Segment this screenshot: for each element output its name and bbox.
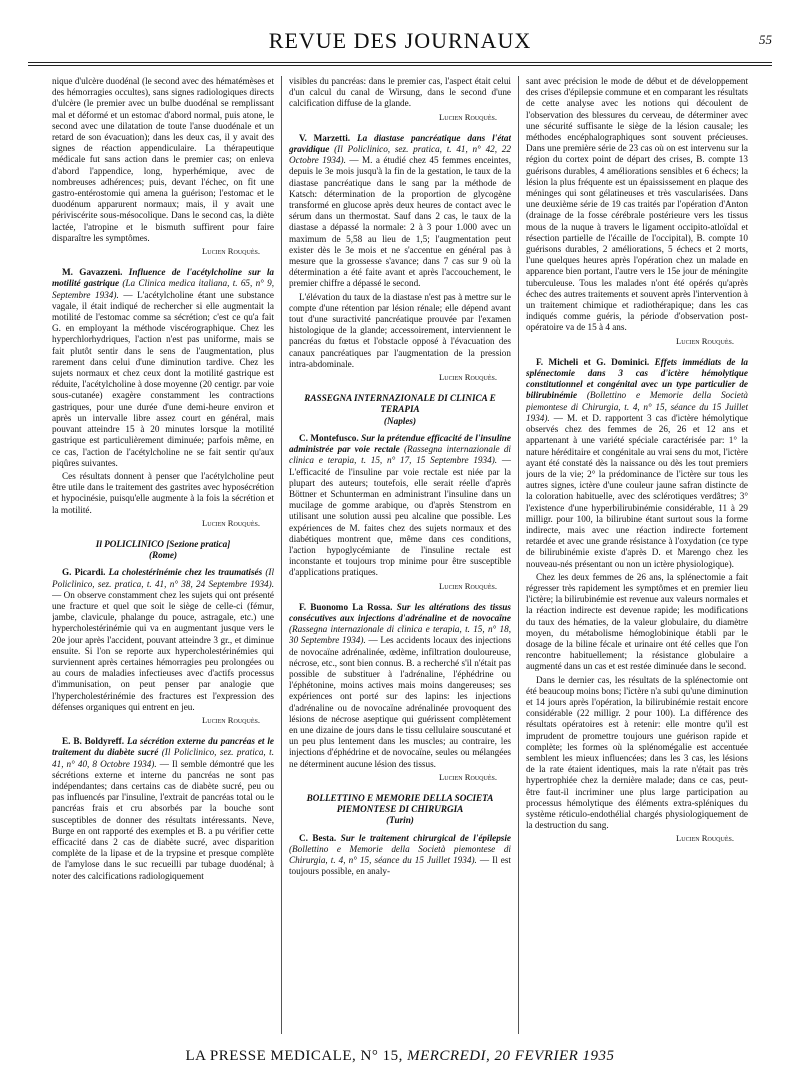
article-source: (Rassegna internazionale di clinica e terapia, t. 15, n° 17, 15 Septembre 1934). xyxy=(289,444,511,466)
article-body: — Les accidents locaux des injections de novocaïne adrénalinée, œdème, infiltration douloureuse, nécrose, etc., sont bien connus. B. a recherché s'il n'était pas possible de substituer à l'adrénaline, l'éphédrine ou l'éphétonine, moins actives mais moins dangereuses; ses expériences ont porté sur des lapins: les injections d'adrénaline ou de novocaïne adrénalinée provoquent des lésions de nécrose aseptique qui guérissent complètement en une dizaine de jours dans le tissu cellulaire souscutané et un peu plus lentement dans les muscles; au contraire, les injections d'éphédrine et de novocaïne, seules ou mélangées ne déterminent aucune lésion des tissus. xyxy=(289,635,511,769)
article-author: E. B. Boldyreff. xyxy=(62,736,125,747)
column-3 xyxy=(526,76,748,1034)
article-title: Sur la prétendue efficacité de l'insuline administrée par voie rectale xyxy=(289,432,511,455)
article-source: (La Clinica medica italiana, t. 65, n° 9, Septembre 1934). xyxy=(52,278,274,300)
section-heading xyxy=(52,539,274,561)
article-title: La diastase pancréatique dans l'état gravidique xyxy=(289,132,511,155)
article-source: (Bollettino e Memorie della Società piemontese di Chirurgia, t. 4, n° 15, séance du 15 Juillet 1934). xyxy=(526,390,748,423)
signature: Lucien Rouquès. xyxy=(676,335,734,346)
article-author: V. Marzetti. xyxy=(299,132,351,143)
paragraph: sant avec précision le mode de début et de développement des crises d'épilepsie commune et en comparant les résultats de cette analyse avec les notions qui découlent de l'observation des blessures du cerveau, de déterminer avec une sécurité suffisante le siège de la lésion causale; les méthodes encéphalographiques sont souvent précieuses. Dans une première série de 23 cas où on est intervenu sur la région du cortex point de départ des crises, B. compte 13 guérisons durables, 4 améliorations sensibles et 6 échecs; la lésion la plus fréquente est un épaississement en plaque des méninges qui sont gélatineuses et très vascularisées. Dans une deuxième série de 19 cas traités par l'opération d'Anton (drainage de la fosse cérébrale postérieure vers les tissus mous de la nuque à travers le ligament occipito-atloïdal et résection partielle de l'écaille de l'occipital), B. compte 10 guérisons durables, 2 améliorations, 5 échecs et 2 morts, l'une quelques heures après l'opération chez un malade en apparence bien portant, l'autre vers le 15e jour de méningite tuberculeuse. Tous les malades n'ont été opérés qu'après échec des autres traitements et souvent après l'intervention à un traitement chimique et radiothérapique; dans les cas indiqués comme guéris, la période d'observation post-opératoire va de 15 à 4 ans. xyxy=(526,76,748,333)
signature: Lucien Rouquès. xyxy=(202,246,260,257)
article-author: F. Buonomo La Rossa. xyxy=(299,601,393,612)
article-source: (Il Policlinico, sez. pratica, t. 41, n° 40, 8 Octobre 1934). xyxy=(52,747,274,769)
section-city: (Rome) xyxy=(148,550,178,561)
section-heading xyxy=(289,393,511,427)
article xyxy=(289,133,511,290)
section-title: BOLLETTINO E MEMORIE DELLA SOCIETA PIEMONTESE DI CHIRURGIA xyxy=(306,792,494,815)
section-heading xyxy=(289,793,511,827)
article xyxy=(526,357,748,570)
signature: Lucien Rouquès. xyxy=(439,372,497,383)
article xyxy=(52,736,274,882)
signature: Lucien Rouquès. xyxy=(676,833,734,844)
article-body: — Il est toujours possible, en analy- xyxy=(289,855,511,877)
header-rule-double xyxy=(28,65,772,66)
article-source: (Rassegna internazionale di clinica e terapia, t. 15, n° 18, 30 Septembre 1934). xyxy=(289,624,511,646)
footer-journal: LA PRESSE MEDICALE, N° 15, xyxy=(185,1048,403,1064)
article-body: — M. a étudié chez 45 femmes enceintes, depuis le 3e mois jusqu'à la fin de la gestation, le taux de la diastase pancréatique dans le sang par la méthode de Katsch: détermination de la proportion de glycogène transformé en glucose après deux heures de contact avec le sérum dans un thermostat. Sauf dans 2 cas, le taux de la diastase a dépassé la normale: 2 à 3 pour 1.000 avec un maximum de 5,58 au lieu de 1,5; l'augmentation peut exister dès le 3e mois et ne s'accentue en général pas à mesure que la grossesse s'avance; dans 7 cas sur 9 où la détermination a été faite avant et après l'accouchement, le premier chiffre a dépassé le second. xyxy=(289,155,511,289)
section-city: (Turin) xyxy=(386,815,414,826)
header-rule xyxy=(28,62,772,63)
article xyxy=(289,433,511,579)
article xyxy=(52,567,274,713)
article-title: Sur les altérations des tissus consécutives aux injections d'adrénaline et de novocaïne xyxy=(289,601,511,623)
article-title: Influence de l'acétylcholine sur la motilité gastrique xyxy=(52,267,274,289)
section-title: Il POLICLINICO [Sezione pratica] xyxy=(95,538,231,549)
section-title: RASSEGNA INTERNAZIONALE DI CLINICA E TERAPIA xyxy=(304,393,496,415)
article-source: (Bollettino e Memorie della Società piemontese di Chirurgia, t. 4, n° 15, séance du 15 Juillet 1934). xyxy=(289,843,511,865)
signature: Lucien Rouquès. xyxy=(202,714,260,725)
article xyxy=(289,833,511,878)
page-footer xyxy=(28,1048,772,1065)
article-body: — L'acétylcholine étant une substance vagale, il était indiqué de rechercher si elle augmentait la motilité de l'estomac comme sa sécrétion; c'est ce qu'a fait G. en employant la méthode viscérographique. Chez les hyperchlorhydriques, l'action n'est pas uniforme, mais se fait plutôt sentir dans le sens de l'augmentation, plus rarement dans celui d'une diminution tardive. Chez les sujets normaux et chez ceux dont la motilité gastrique est réduite, l'acétylcholine à dose moyenne (20 centigr. par voie sous-cutanée) exagère constamment les contractions gastriques, pour une durée d'une demi-heure environ et après un intervalle libre assez court en général, mais pouvant atteindre 15 à 20 minutes lorsque la motilité gastrique est particulièrement diminuée; parfois même, en ce cas, l'action de l'acétylcholine ne se fait sentir qu'aux piqûres suivantes. xyxy=(52,289,274,468)
article-title: Effets immédiats de la splénectomie dans 3 cas d'ictère hémolytique constitutionnel et congénital avec un type particulier de bilirubinémie xyxy=(526,356,748,401)
signature: Lucien Rouquès. xyxy=(202,517,260,528)
paragraph: Dans le dernier cas, les résultats de la splénectomie ont été beaucoup moins bons; l'ictère n'a subi qu'une diminution et 14 jours après l'opération, la bilirubinémie restait encore considérable (22 milligr. 2 pour 100). La différence des résultats opératoires est à retenir: elle montre qu'il est imprudent de promettre toujours une guérison rapide et complète; les formes où la splénomégalie est accentuée semblent les mieux influencées; dans les 3 cas, les lésions de la rate étaient identiques, mais la rate n'était pas très hypertrophiée chez la dernière malade; dans ce cas, peut-être faut-il incriminer une plus large participation au processus hémolytique des éléments extra-spléniques du système réticulo-endothélial chargés physiologiquement de la destruction du sang. xyxy=(526,674,748,831)
signature: Lucien Rouquès. xyxy=(439,771,497,782)
article xyxy=(289,602,511,770)
footer-date: MERCREDI, 20 FEVRIER 1935 xyxy=(407,1048,615,1064)
paragraph: L'élévation du taux de la diastase n'est pas à mettre sur le compte d'une rétention par lésion rénale; elle dépend avant tout d'une suractivité pancréatique prouvée par l'examen histologique de la glande; accessoirement, interviennent le pancréas du fœtus et l'obstacle opposé à l'évacuation des canaux pancréatiques par l'augmentation de la pression intra-abdominale. xyxy=(289,291,511,369)
paragraph: nique d'ulcère duodénal (le second avec des hématémèses et des hémorragies occultes), sans signes radiologiques directs d'ulcère (le premier avec un bulbe duodénal se remplissant mal et déformé et un estomac d'abord normal, puis atone, le second avec une dilatation de toute l'anse duodénale et un retard de son évacuation); dans les deux cas, il y avait des signes de réaction appendiculaire. La thérapeutique médicale fut sans action dans le premier cas; on enleva d'abord l'appendice, long, hyperhémique, avec de nombreuses adhérences; puis, devant l'échec, on fit une gastro-entérostomie qui amena la guérison; l'estomac et le duodénum apparurent normaux; mais, il y avait une périviscérite sous-mésocolique. Dans le second cas, la diète lactée, l'atropine et le bismuth suffirent pour faire disparaître les symptômes. xyxy=(52,76,274,243)
paragraph: visibles du pancréas: dans le premier cas, l'aspect était celui d'un calcul du canal de Wirsung, dans le second d'une calcification diffuse de la glande. xyxy=(289,76,511,109)
page-number: 55 xyxy=(759,32,772,47)
signature: Lucien Rouquès. xyxy=(439,111,497,122)
article-body: — L'efficacité de l'insuline par voie rectale est niée par la plupart des auteurs; toutefois, elle serait réelle d'après Böttner et Schunterman en administrant l'insuline dans un mucilage de gomme arabique, ou d'après Stenstrom en utilisant une solution aussi peu alcaline que possible. Les expériences de M. faites chez des sujets normaux et des diabétiques montrent que, même dans ces conditions, l'action hypoglycémiante de l'insuline rectale est inconstante et toujours trop minime pour être susceptible d'applications pratiques. xyxy=(289,455,511,578)
signature: Lucien Rouquès. xyxy=(439,580,497,591)
article-columns xyxy=(52,76,748,1034)
journal-section-title: REVUE DES JOURNAUX xyxy=(268,28,532,53)
article-author: C. Besta. xyxy=(299,832,337,843)
article-title: La sécrétion externe du pancréas et le traitement du diabète sucré xyxy=(52,736,274,758)
article-body: — Il semble démontré que les sécrétions externe et interne du pancréas ne sont pas indépendantes; dans certains cas de diabète sucré, peu ou pas influencés par l'insuline, l'extrait de pancréas total ou le pancréas frais et cru absorbés par la bouche sont susceptibles de donner des résultats intéressants. Neve, Burge en ont rapporté des exemples et B. a pu vérifier cette efficacité dans 2 cas de diabète sucré, avec disparition complète de la lipase et de la trypsine et presque complète de l'amylose dans le suc recueilli par tubage duodénal; à noter des calcifications radiologiquement xyxy=(52,758,274,881)
article-title: Sur le traitement chirurgical de l'épilepsie xyxy=(340,832,511,843)
section-city: (Naples) xyxy=(383,415,417,426)
article-author: C. Montefusco. xyxy=(299,432,359,443)
article-author: G. Picardi. xyxy=(62,567,106,578)
page-header xyxy=(28,18,772,58)
article-title: La cholestérinémie chez les traumatisés xyxy=(108,567,263,578)
article-source: (Il Policlinico, sez. pratica, t. 41, n° 42, 22 Octobre 1934). xyxy=(289,144,511,166)
article-body: — On observe constamment chez les sujets qui ont présenté une fracture et quel que soit le siège de celle-ci (fémur, jambe, clavicule, phalange du pouce, astragale, etc.) une hypercholestérinémie qui va en augmentant jusque vers le 20e jour après l'accident, pouvant atteindre 3 gr., et diminue ensuite. Si l'on se reporte aux hypercholestérinémies qui surviennent après certaines hémorragies peu prolongées ou au cours de maladies infectieuses avec d'actifs processus d'immunisation, on peut penser par analogie que l'hypercholestérinémie des fractures est l'expression des défenses organiques qui entrent en jeu. xyxy=(52,589,274,712)
paragraph: Chez les deux femmes de 26 ans, la splénectomie a fait régresser très rapidement les symptômes et en premier lieu l'ictère; la bilirubinémie est revenue aux valeurs normales et la réaction indirecte est devenue rapide; les modifications du taux des hématies, de la valeur globulaire, du diamètre moyen, du métabolisme hémoglobinique établi par le dosage de la biline fécale et urinaire ont été celles que l'on rencontre habituellement; la résistance globulaire a augmenté dans un cas et est restée diminuée dans le second. xyxy=(526,571,748,672)
article-author: F. Micheli et G. Dominici. xyxy=(536,356,650,367)
article-author: M. Gavazzeni. xyxy=(62,267,123,278)
article xyxy=(52,267,274,469)
column-2 xyxy=(289,76,511,1034)
paragraph: Ces résultats donnent à penser que l'acétylcholine peut être utile dans le traitement des gastrites avec hyposécrétion et hypocinésie, puisqu'elle augmente à la fois la sécrétion et la motilité. xyxy=(52,470,274,515)
article-source: (Il Policlinico, sez. pratica, t. 41, n° 38, 24 Septembre 1934). xyxy=(52,567,274,589)
column-1 xyxy=(52,76,274,1034)
article-body: — M. et D. rapportent 3 cas d'ictère hémolytique observés chez des femmes de 26, 26 et 12 ans et appartenant à une variété spéciale caractérisée par: 1° la nature héréditaire et congénitale au vrai sens du mot, l'ictère ayant été constaté dès la naissance ou dès les tout premiers jours de la vie; 2° la prédominance de l'ictère sur tous les autres signes, ictère d'une couleur jaune safran distincte de la coloration habituelle, avec des sclérotiques verdâtres; 3° l'existence d'une hyperbilirubinémie considérable, 11 à 29 milligr. pour 100, la bilirubine étant surtout sous la forme indirecte, mais avec une réaction indirecte fortement retardée et avec une grande résistance à l'oxydation (ce type de bilirubinémie existe d'après D. et Marengo chez les nouveau-nés présentant ou non un ictère physiologique). xyxy=(526,412,748,569)
